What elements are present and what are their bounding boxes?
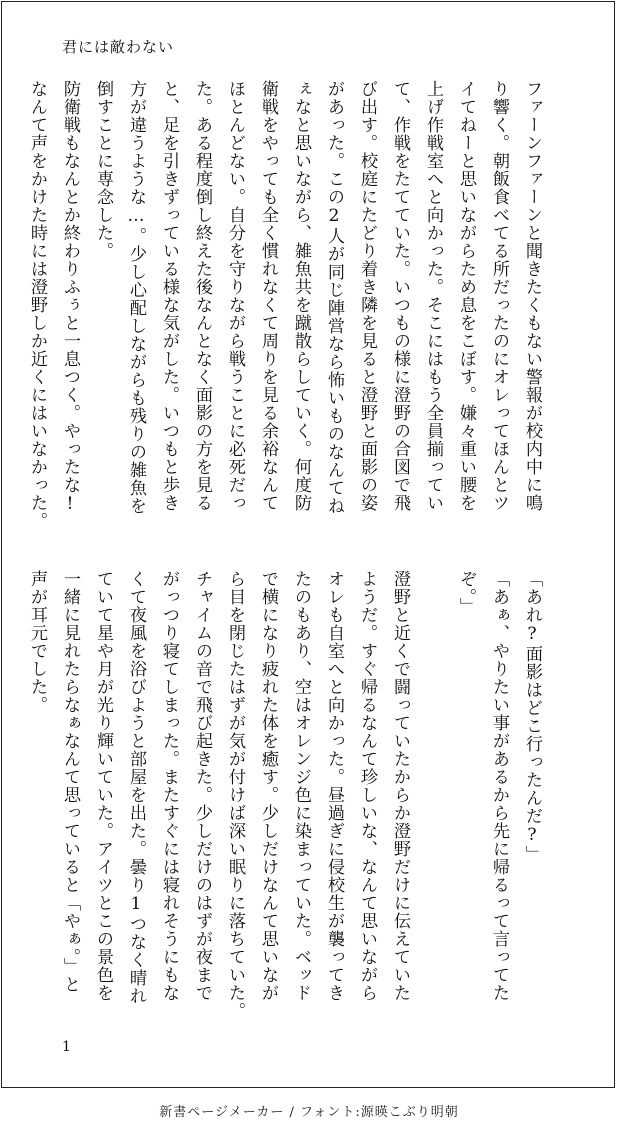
text-line: 防衛戦もなんとか終わりふぅと一息つく。やったな! xyxy=(60,80,80,515)
text-line: オレも自室へと向かった。昼過ぎに侵校生が襲ってき xyxy=(324,570,344,1002)
text-line: ファーンファーンと聞きたくもない警報が校内中に鳴 xyxy=(522,80,542,512)
text-line: ぞ。」 xyxy=(456,570,476,616)
text-line: ほとんどない。自分を守りながら戦うことに必死だっ xyxy=(225,80,245,512)
text-line: がっつり寝てしまった。またすぐには寝れそうにもな xyxy=(159,570,179,1002)
text-line: と、足を引きずっている様な気がした。いつもと歩き xyxy=(159,80,179,512)
text-line: た。ある程度倒し終えた後なんとなく面影の方を見る xyxy=(192,80,212,512)
text-line: たのもあり、空はオレンジ色に染まっていた。ベッド xyxy=(291,570,311,1002)
text-line: 澄野と近くで闘っていたからか澄野だけに伝えていた xyxy=(390,570,410,1002)
text-line: 方が違うような…。少し心配しながらも残りの雑魚を xyxy=(126,80,146,515)
page-number: 1 xyxy=(62,1039,71,1055)
text-line: イてねーと思いながらため息をこぼす。嫌々重い腰を xyxy=(456,80,476,512)
page-frame xyxy=(1,1,615,1088)
text-line: 声が耳元でした。 xyxy=(27,570,47,714)
text-line: チャイムの音で飛び起きた。少しだけのはずが夜まで xyxy=(192,570,212,1002)
text-line: 「あれ?面影はどこ行ったんだ?」 xyxy=(522,570,542,864)
text-line: なんて声をかけた時には澄野しか近くにはいなかった。 xyxy=(27,80,47,530)
upper-text-block xyxy=(20,80,548,530)
text-line: 倒すことに専念した。 xyxy=(93,80,113,260)
text-line: 上げ作戦室へと向かった。そこにはもう全員揃ってい xyxy=(423,80,443,512)
text-line: 一緒に見れたらなぁなんて思っていると「やぁ。」と xyxy=(60,570,80,994)
text-line: 「あぁ、やりたい事があるから先に帰るって言ってた xyxy=(489,570,509,1002)
text-line: ぇなと思いながら、雑魚共を蹴散らしていく。何度防 xyxy=(291,80,311,512)
text-line: て、作戦をたてていた。いつもの様に澄野の合図で飛 xyxy=(390,80,410,512)
text-line: り響く。朝飯食べてる所だったのにオレってほんとツ xyxy=(489,80,509,512)
text-line xyxy=(416,570,449,1020)
lower-text-block xyxy=(20,570,548,1020)
running-title: 君には敵わない xyxy=(62,38,175,56)
text-line: くて夜風を浴びようと部屋を出た。曇り1つなく晴れ xyxy=(126,570,146,1005)
text-line: があった。この2人が同じ陣営なら怖いものなんてね xyxy=(324,80,344,515)
text-line: ら目を閉じたはずが気が付けば深い眠りに落ちていた。 xyxy=(225,570,245,1020)
text-line: で横になり疲れた体を癒す。少しだけなんて思いなが xyxy=(258,570,278,1002)
text-line: ようだ。すぐ帰るなんて珍しいな、なんて思いながら xyxy=(357,570,377,1002)
text-line: び出す。校庭にたどり着き隣を見ると澄野と面影の姿 xyxy=(357,80,377,512)
footer-credit: 新書ページメーカー / フォント:源暎こぶり明朝 xyxy=(159,1105,459,1120)
text-line: ていて星や月が光り輝いていた。アイツとこの景色を xyxy=(93,570,113,1002)
text-line: 衛戦をやっても全く慣れなくて周りを見る余裕なんて xyxy=(258,80,278,512)
